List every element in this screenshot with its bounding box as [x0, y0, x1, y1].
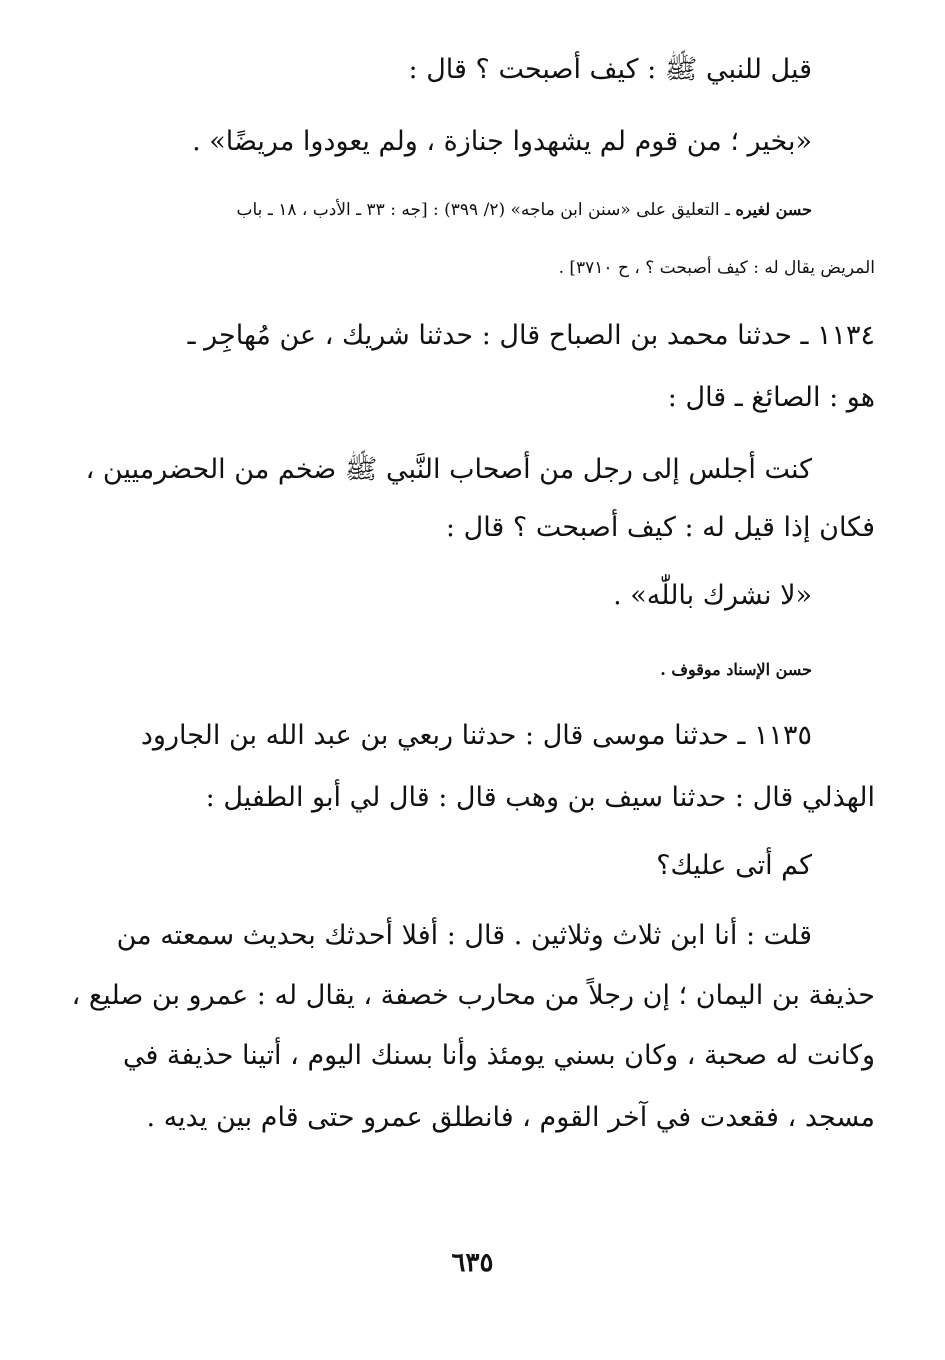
- hadith-1134-line3: كنت أجلس إلى رجل من أصحاب النَّبي ﷺ ضخم من الحضرميين ،: [85, 454, 812, 485]
- hadith-1135-line4: قلت : أنا ابن ثلاث وثلاثين . قال : أفلا أحدثك بحديث سمعته من: [116, 920, 812, 951]
- hadith-1134-reply: «لا نشرك باللّٰه» .: [613, 580, 812, 611]
- page-number: ٦٣٥: [451, 1248, 494, 1278]
- hadith-1135-line5: حذيفة بن اليمان ؛ إن رجلاً من محارب خصفة ، يقال له : عمرو بن صليع ،: [71, 980, 875, 1011]
- hadith-1135-line1: ١١٣٥ ـ حدثنا موسى قال : حدثنا ربعي بن عبد الله بن الجارود: [140, 720, 812, 751]
- hadith-1135-line6: وكانت له صحبة ، وكان بسني يومئذ وأنا بسنك اليوم ، أتينا حذيفة في: [122, 1040, 875, 1071]
- grade-note-1-line2: المريض يقال له : كيف أصبحت ؟ ، ح ٣٧١٠] .: [558, 258, 875, 278]
- hadith-1135-line7: مسجد ، فقعدت في آخر القوم ، فانطلق عمرو حتى قام بين يديه .: [146, 1102, 875, 1133]
- hadith-1134-line1: ١١٣٤ ـ حدثنا محمد بن الصباح قال : حدثنا شريك ، عن مُهاجِر ـ: [187, 320, 875, 351]
- hadith-1135-line2: الهذلي قال : حدثنا سيف بن وهب قال : قال لي أبو الطفيل :: [205, 782, 875, 813]
- hadith-1135-line3: كم أتى عليك؟: [656, 850, 812, 881]
- hadith-1134-line2: هو : الصائغ ـ قال :: [667, 382, 875, 413]
- grade-label-2: حسن الإسناد موقوف .: [660, 660, 812, 679]
- hadith-1133-intro: قيل للنبي ﷺ : كيف أصبحت ؟ قال :: [408, 54, 812, 85]
- hadith-1134-line4: فكان إذا قيل له : كيف أصبحت ؟ قال :: [445, 512, 875, 543]
- hadith-1133-reply: «بخير ؛ من قوم لم يشهدوا جنازة ، ولم يعودوا مريضًا» .: [192, 126, 812, 157]
- grade-label-1: حسن لغيره: [735, 200, 812, 219]
- grade-note-1-text: ـ التعليق على «سنن ابن ماجه» (٢/ ٣٩٩) : [جه : ٣٣ ـ الأدب ، ١٨ ـ باب: [236, 200, 731, 220]
- grade-note-1-line1: [237, 200, 813, 220]
